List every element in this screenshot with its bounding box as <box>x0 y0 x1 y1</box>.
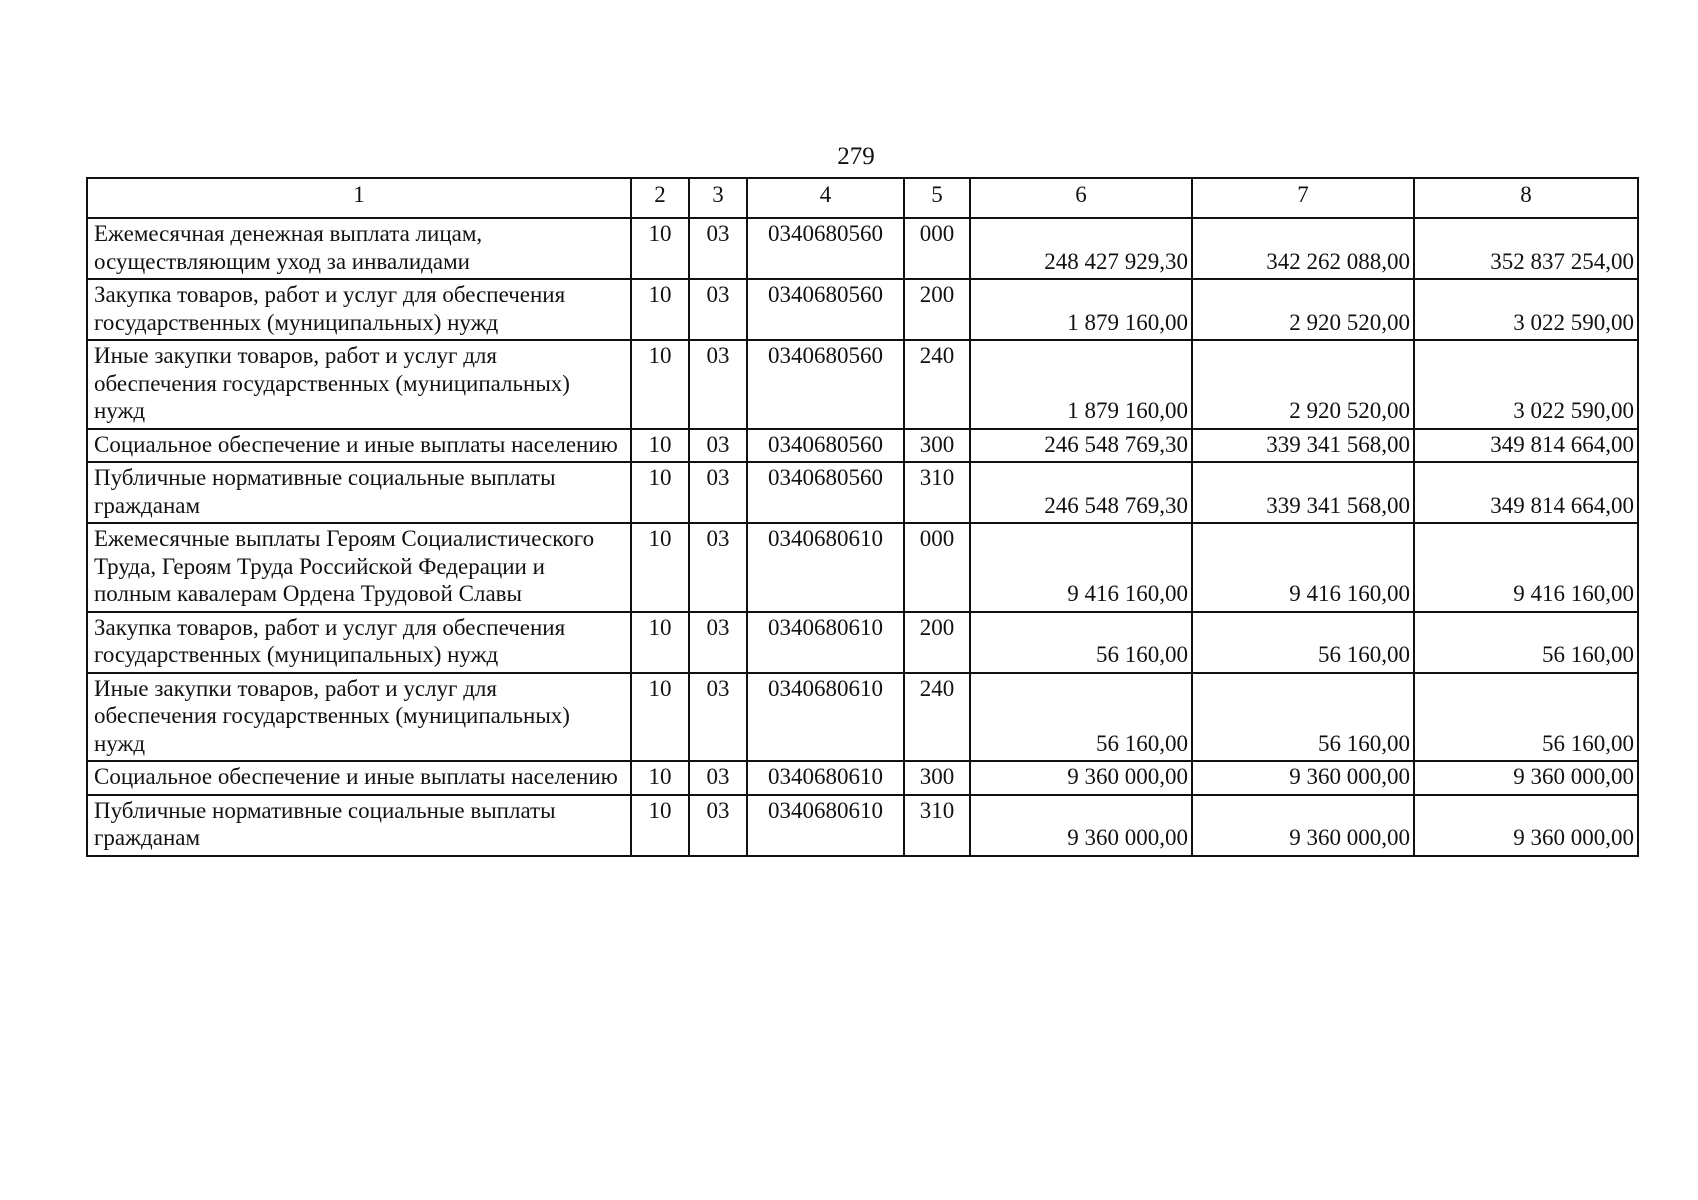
column-header: 8 <box>1414 178 1638 218</box>
amount-col-6: 56 160,00 <box>970 612 1192 673</box>
amount-col-8: 3 022 590,00 <box>1414 340 1638 429</box>
expense-type-code: 240 <box>904 340 970 429</box>
section-code: 10 <box>631 673 689 762</box>
column-header: 2 <box>631 178 689 218</box>
amount-col-8: 9 360 000,00 <box>1414 795 1638 856</box>
amount-col-7: 2 920 520,00 <box>1192 340 1414 429</box>
amount-col-6: 246 548 769,30 <box>970 462 1192 523</box>
target-article-code: 0340680560 <box>747 340 904 429</box>
header-row <box>87 178 1638 218</box>
table-row <box>87 612 1638 673</box>
table-body <box>87 218 1638 856</box>
amount-col-7: 342 262 088,00 <box>1192 218 1414 279</box>
amount-col-7: 2 920 520,00 <box>1192 279 1414 340</box>
item-name: Публичные нормативные социальные выплаты гражданам <box>87 795 631 856</box>
subsection-code: 03 <box>689 429 747 463</box>
table-row <box>87 462 1638 523</box>
amount-col-6: 9 360 000,00 <box>970 761 1192 795</box>
expense-type-code: 200 <box>904 279 970 340</box>
subsection-code: 03 <box>689 612 747 673</box>
amount-col-6: 1 879 160,00 <box>970 279 1192 340</box>
target-article-code: 0340680560 <box>747 279 904 340</box>
item-name: Социальное обеспечение и иные выплаты населению <box>87 761 631 795</box>
table-header <box>87 178 1638 218</box>
subsection-code: 03 <box>689 795 747 856</box>
section-code: 10 <box>631 429 689 463</box>
item-name: Иные закупки товаров, работ и услуг для обеспечения государственных (муниципальных) нужд <box>87 340 631 429</box>
amount-col-8: 349 814 664,00 <box>1414 429 1638 463</box>
target-article-code: 0340680560 <box>747 462 904 523</box>
amount-col-8: 9 416 160,00 <box>1414 523 1638 612</box>
expense-type-code: 200 <box>904 612 970 673</box>
amount-col-6: 246 548 769,30 <box>970 429 1192 463</box>
expense-type-code: 310 <box>904 462 970 523</box>
amount-col-6: 248 427 929,30 <box>970 218 1192 279</box>
expense-type-code: 000 <box>904 218 970 279</box>
section-code: 10 <box>631 462 689 523</box>
target-article-code: 0340680610 <box>747 523 904 612</box>
amount-col-7: 339 341 568,00 <box>1192 429 1414 463</box>
expense-type-code: 310 <box>904 795 970 856</box>
amount-col-7: 56 160,00 <box>1192 673 1414 762</box>
amount-col-6: 1 879 160,00 <box>970 340 1192 429</box>
amount-col-6: 9 416 160,00 <box>970 523 1192 612</box>
item-name: Закупка товаров, работ и услуг для обеспечения государственных (муниципальных) нужд <box>87 612 631 673</box>
section-code: 10 <box>631 523 689 612</box>
subsection-code: 03 <box>689 462 747 523</box>
item-name: Ежемесячная денежная выплата лицам, осуществляющим уход за инвалидами <box>87 218 631 279</box>
column-header: 6 <box>970 178 1192 218</box>
page-number: 279 <box>837 143 875 170</box>
amount-col-6: 9 360 000,00 <box>970 795 1192 856</box>
column-header: 7 <box>1192 178 1414 218</box>
expense-type-code: 240 <box>904 673 970 762</box>
section-code: 10 <box>631 340 689 429</box>
table-row <box>87 279 1638 340</box>
subsection-code: 03 <box>689 673 747 762</box>
section-code: 10 <box>631 795 689 856</box>
expense-type-code: 000 <box>904 523 970 612</box>
amount-col-7: 56 160,00 <box>1192 612 1414 673</box>
item-name: Закупка товаров, работ и услуг для обеспечения государственных (муниципальных) нужд <box>87 279 631 340</box>
amount-col-7: 339 341 568,00 <box>1192 462 1414 523</box>
table-row <box>87 429 1638 463</box>
table-row <box>87 761 1638 795</box>
column-header: 5 <box>904 178 970 218</box>
table-row <box>87 523 1638 612</box>
table-row <box>87 218 1638 279</box>
section-code: 10 <box>631 761 689 795</box>
subsection-code: 03 <box>689 761 747 795</box>
amount-col-8: 349 814 664,00 <box>1414 462 1638 523</box>
amount-col-7: 9 360 000,00 <box>1192 761 1414 795</box>
section-code: 10 <box>631 612 689 673</box>
item-name: Социальное обеспечение и иные выплаты населению <box>87 429 631 463</box>
target-article-code: 0340680610 <box>747 761 904 795</box>
target-article-code: 0340680610 <box>747 795 904 856</box>
target-article-code: 0340680560 <box>747 429 904 463</box>
target-article-code: 0340680610 <box>747 673 904 762</box>
target-article-code: 0340680610 <box>747 612 904 673</box>
column-header: 1 <box>87 178 631 218</box>
table-row <box>87 673 1638 762</box>
subsection-code: 03 <box>689 218 747 279</box>
amount-col-7: 9 360 000,00 <box>1192 795 1414 856</box>
budget-table <box>86 177 1639 857</box>
item-name: Иные закупки товаров, работ и услуг для обеспечения государственных (муниципальных) нужд <box>87 673 631 762</box>
column-header: 3 <box>689 178 747 218</box>
expense-type-code: 300 <box>904 761 970 795</box>
expense-type-code: 300 <box>904 429 970 463</box>
section-code: 10 <box>631 218 689 279</box>
amount-col-8: 3 022 590,00 <box>1414 279 1638 340</box>
section-code: 10 <box>631 279 689 340</box>
amount-col-8: 56 160,00 <box>1414 612 1638 673</box>
item-name: Публичные нормативные социальные выплаты гражданам <box>87 462 631 523</box>
amount-col-8: 352 837 254,00 <box>1414 218 1638 279</box>
table-row <box>87 340 1638 429</box>
item-name: Ежемесячные выплаты Героям Социалистического Труда, Героям Труда Российской Федерации и полным кавалерам Ордена Трудовой Славы <box>87 523 631 612</box>
amount-col-7: 9 416 160,00 <box>1192 523 1414 612</box>
amount-col-8: 9 360 000,00 <box>1414 761 1638 795</box>
subsection-code: 03 <box>689 523 747 612</box>
amount-col-8: 56 160,00 <box>1414 673 1638 762</box>
amount-col-6: 56 160,00 <box>970 673 1192 762</box>
table-row <box>87 795 1638 856</box>
column-header: 4 <box>747 178 904 218</box>
subsection-code: 03 <box>689 340 747 429</box>
target-article-code: 0340680560 <box>747 218 904 279</box>
subsection-code: 03 <box>689 279 747 340</box>
